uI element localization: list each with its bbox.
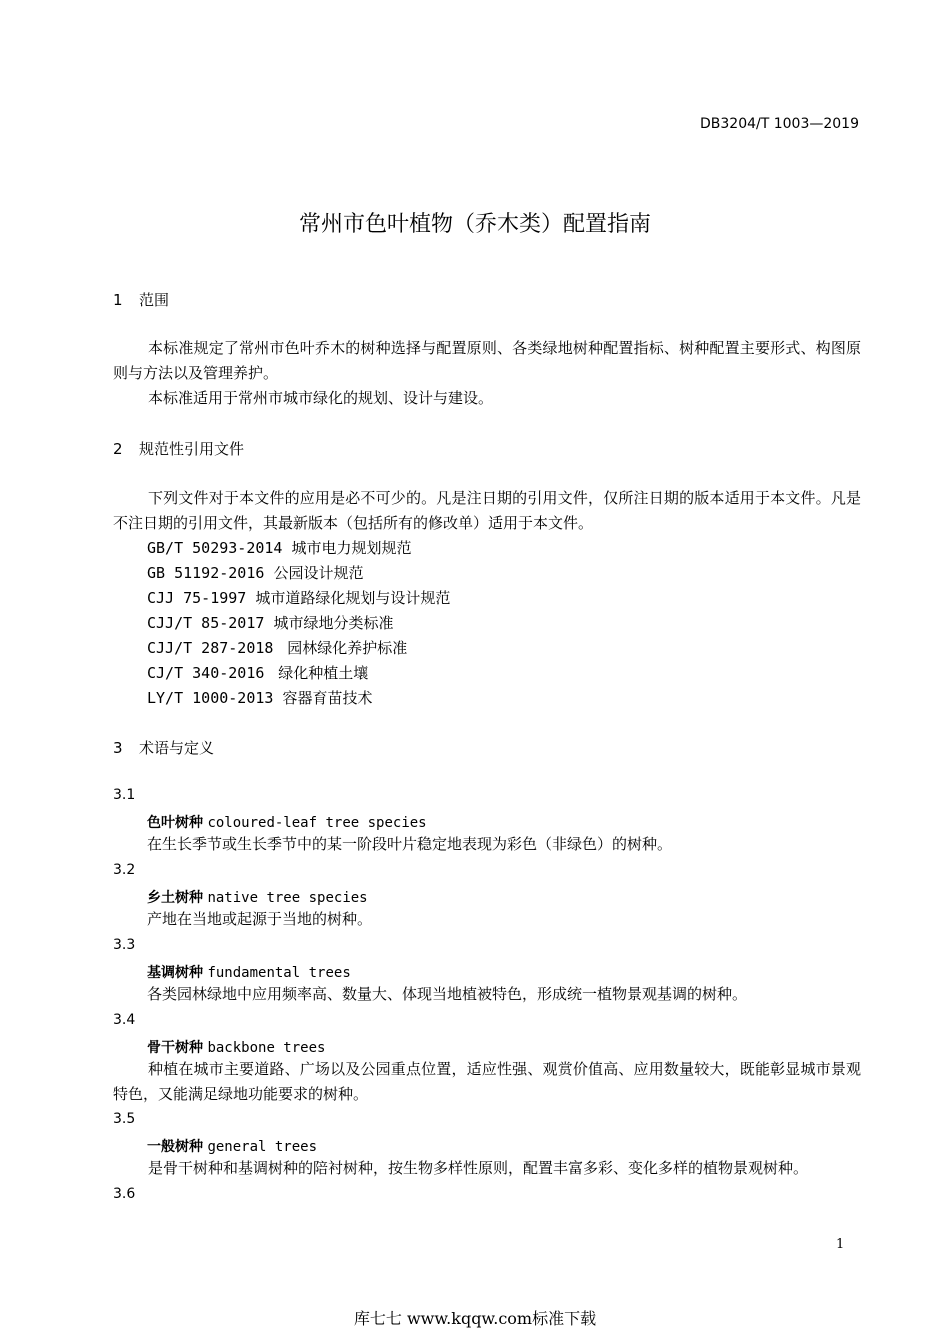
section-number: 3 [113, 739, 123, 757]
reference-code: CJJ 75-1997 [147, 589, 247, 607]
term-name-zh: 乡土树种 [147, 890, 203, 906]
document-title: 常州市色叶植物（乔木类）配置指南 [298, 212, 651, 237]
term-name-en: backbone trees [207, 1040, 326, 1056]
section-number: 2 [113, 440, 123, 458]
scope-paragraph: 本标准适用于常州市城市绿化的规划、设计与建设。 [148, 389, 494, 407]
reference-title: 城市电力规划规范 [291, 539, 412, 557]
document-code: DB3204/T 1003—2019 [700, 116, 859, 132]
term-name-en: general trees [207, 1139, 318, 1155]
section-heading-terms-definitions [113, 737, 214, 758]
section-title: 范围 [139, 291, 170, 309]
term-name-zh: 骨干树种 [147, 1040, 203, 1056]
section-title: 术语与定义 [139, 739, 215, 757]
page-number: 1 [836, 1237, 845, 1252]
term-name-zh: 一般树种 [147, 1139, 203, 1155]
term-name [147, 887, 368, 907]
reference-item [147, 612, 393, 633]
reference-code: GB 51192-2016 [147, 564, 265, 582]
term-name-en: native tree species [207, 890, 368, 906]
term-definition: 种植在城市主要道路、广场以及公园重点位置，适应性强、观赏价值高、应用数量较大，既能彰显城市景观特色，又能满足绿地功能要求的树种。 [113, 1060, 861, 1103]
reference-item [147, 587, 450, 608]
term-number: 3.3 [113, 937, 136, 953]
references-intro-paragraph: 下列文件对于本文件的应用是必不可少的。凡是注日期的引用文件，仅所注日期的版本适用于本文件。凡是不注日期的引用文件，其最新版本（包括所有的修改单）适用于本文件。 [113, 489, 861, 532]
reference-title: 容器育苗技术 [282, 689, 373, 707]
term-number: 3.2 [113, 862, 136, 878]
term-name [147, 962, 351, 982]
term-name-en: coloured-leaf tree species [207, 815, 427, 831]
term-name-en: fundamental trees [207, 965, 351, 981]
reference-title: 公园设计规范 [273, 564, 364, 582]
reference-code: CJ/T 340-2016 [147, 664, 265, 682]
reference-item [147, 562, 363, 583]
reference-title: 城市道路绿化规划与设计规范 [255, 589, 451, 607]
term-definition: 产地在当地或起源于当地的树种。 [147, 910, 373, 928]
term-definition: 各类园林绿地中应用频率高、数量大、体现当地植被特色，形成统一植物景观基调的树种。 [147, 985, 748, 1003]
reference-code: GB/T 50293-2014 [147, 539, 283, 557]
scope-paragraph: 本标准规定了常州市色叶乔木的树种选择与配置原则、各类绿地树种配置指标、树种配置主要形式、构图原则与方法以及管理养护。 [113, 339, 861, 382]
term-definition: 在生长季节或生长季节中的某一阶段叶片稳定地表现为彩色（非绿色）的树种。 [147, 835, 673, 853]
reference-code: CJJ/T 287-2018 [147, 639, 274, 657]
term-name-zh: 基调树种 [147, 965, 203, 981]
reference-title: 城市绿地分类标准 [273, 614, 394, 632]
section-heading-normative-references [113, 438, 244, 459]
term-name-zh: 色叶树种 [147, 815, 203, 831]
term-number: 3.6 [113, 1186, 136, 1202]
term-number: 3.1 [113, 787, 136, 803]
reference-item [147, 637, 407, 658]
reference-code: LY/T 1000-2013 [147, 689, 274, 707]
footer-watermark[interactable]: 库七七 www.kqqw.com标准下载 [353, 1309, 597, 1328]
term-definition: 是骨干树种和基调树种的陪衬树种，按生物多样性原则，配置丰富多彩、变化多样的植物景观树种。 [148, 1159, 809, 1177]
section-heading-scope [113, 289, 169, 310]
reference-item [147, 687, 372, 708]
term-number: 3.5 [113, 1111, 136, 1127]
reference-title: 园林绿化养护标准 [282, 639, 408, 657]
reference-item [147, 662, 368, 683]
section-title: 规范性引用文件 [139, 440, 245, 458]
term-name [147, 812, 427, 832]
section-number: 1 [113, 291, 123, 309]
reference-code: CJJ/T 85-2017 [147, 614, 265, 632]
term-name [147, 1136, 317, 1156]
term-number: 3.4 [113, 1012, 136, 1028]
reference-item [147, 537, 412, 558]
term-name [147, 1037, 325, 1057]
reference-title: 绿化种植土壤 [273, 664, 369, 682]
